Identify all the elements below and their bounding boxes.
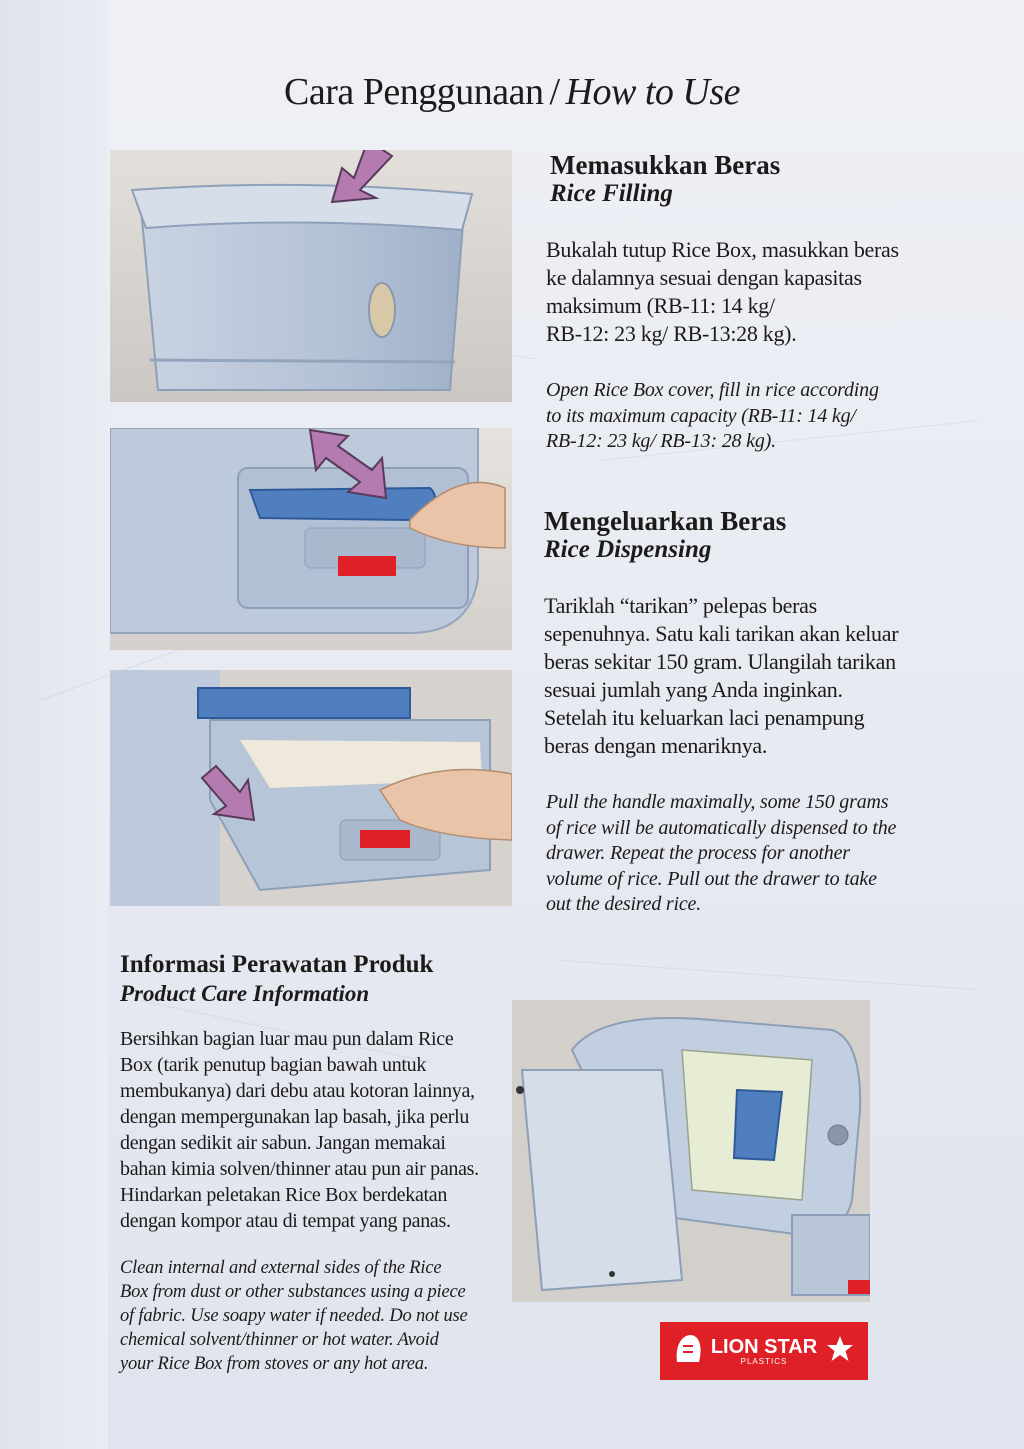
paper-margin bbox=[0, 0, 108, 1449]
dispensing-body-id: Tariklah “tarikan” pelepas beras sepenuhnya. Satu kali tarikan akan keluar beras sekitar 150 gram. Ulangilah tarikan sesuai jumlah yang Anda inginkan. Setelah itu keluarkan laci penampung beras dengan menariknya. bbox=[544, 593, 899, 758]
filling-body-id: Bukalah tutup Rice Box, masukkan beras ke dalamnya sesuai dengan kapasitas maksimum (RB-11: 14 kg/ RB-12: 23 kg/ RB-13:28 kg). bbox=[546, 237, 899, 346]
star-icon bbox=[825, 1334, 855, 1369]
brand-name: LION STAR bbox=[710, 1335, 818, 1358]
brand-logo bbox=[660, 1322, 868, 1380]
dispensing-subtitle: Rice Dispensing bbox=[544, 536, 712, 563]
care-title: Informasi Perawatan Produk bbox=[120, 951, 434, 978]
title-id: Cara Penggunaan bbox=[284, 71, 544, 113]
dispensing-title: Mengeluarkan Beras bbox=[544, 506, 787, 536]
filling-subtitle: Rice Filling bbox=[550, 180, 673, 207]
title-en: How to Use bbox=[565, 71, 740, 113]
photo-product-care bbox=[512, 1000, 870, 1302]
page-title bbox=[0, 70, 1024, 114]
care-subtitle: Product Care Information bbox=[120, 981, 370, 1006]
care-body-en: Clean internal and external sides of the Rice Box from dust or other substances using a piece of fabric. Use soapy water if needed. Do not use chemical solvent/thinner or hot water. Avoid your Rice Box from stoves or any hot area. bbox=[120, 1258, 468, 1374]
photo-rice-dispensing-handle bbox=[110, 428, 512, 650]
filling-title: Memasukkan Beras bbox=[550, 150, 781, 180]
brand-tagline: PLASTICS bbox=[740, 1356, 788, 1366]
dispensing-body-en: Pull the handle maximally, some 150 grams of rice will be automatically dispensed to the drawer. Repeat the process for another volume of rice. Pull out the drawer to take out the desired rice. bbox=[546, 791, 897, 915]
photo-rice-filling bbox=[110, 150, 512, 402]
lion-icon bbox=[673, 1332, 703, 1371]
care-body-id: Bersihkan bagian luar mau pun dalam Rice Box (tarik penutup bagian bawah untuk membukanya) dari debu atau kotoran lainnya, dengan mempergunakan lap basah, jika perlu dengan sedikit air sabun. Jangan memakai bahan kimia solven/thinner atau pun air panas. Hindarkan peletakan Rice Box berdekatan dengan kompor atau di tempat yang panas. bbox=[120, 1028, 479, 1232]
filling-body-en: Open Rice Box cover, fill in rice according to its maximum capacity (RB-11: 14 kg/ RB-12: 23 kg/ RB-13: 28 kg). bbox=[546, 379, 879, 452]
title-separator: / bbox=[549, 71, 560, 113]
photo-rice-drawer bbox=[110, 670, 512, 906]
